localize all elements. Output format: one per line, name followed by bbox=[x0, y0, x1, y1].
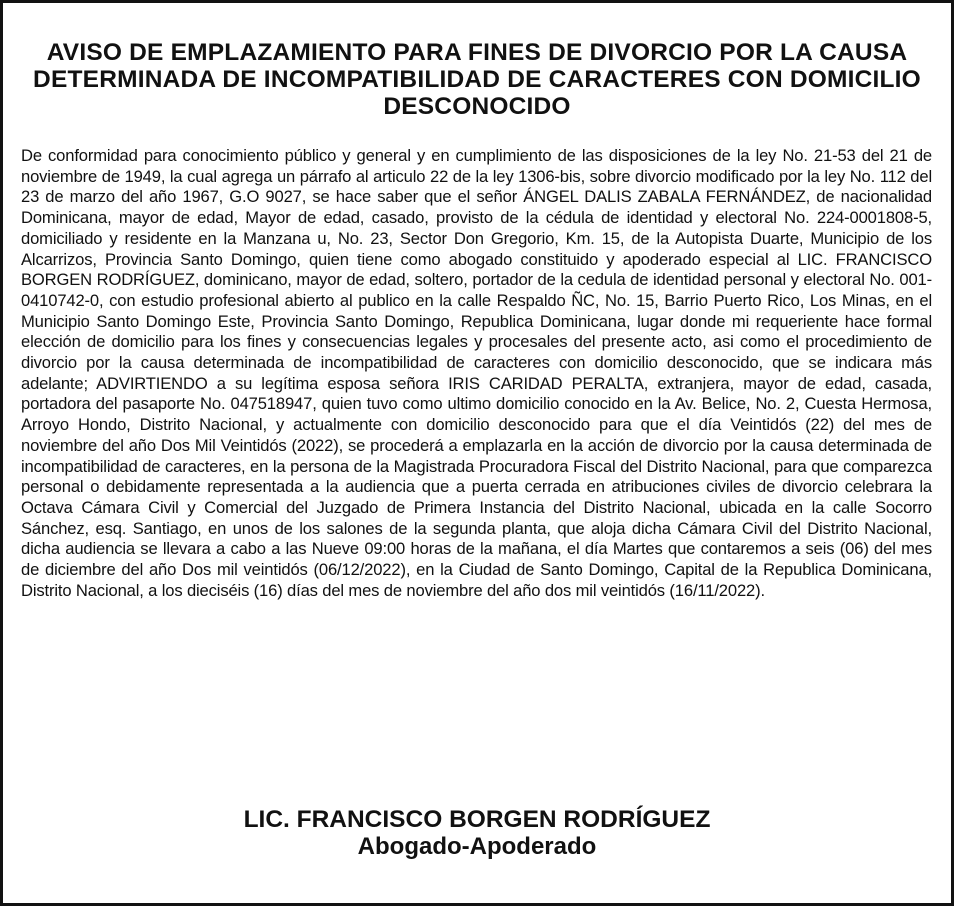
signature-block bbox=[3, 806, 951, 860]
notice-body: De conformidad para conocimiento público y general y en cumplimiento de las disposiciones de la ley No. 21-53 del 21 de noviembre de 1949, la cual agrega un párrafo al articulo 22 de la ley 1306-bis, sobre divorcio modificado por la ley No. 112 del 23 de marzo del año 1967, G.O 9027, se hace saber que el señor ÁNGEL DALIS ZABALA FERNÁNDEZ, de nacionalidad Dominicana, mayor de edad, Mayor de edad, casado, provisto de la cédula de identidad y electoral No. 224-0001808-5, domiciliado y residente en la Manzana u, No. 23, Sector Don Gregorio, Km. 15, de la Autopista Duarte, Municipio de los Alcarrizos, Provincia Santo Domingo, quien tiene como abogado constituido y apoderado especial al LIC. FRANCISCO BORGEN RODRÍGUEZ, dominicano, mayor de edad, soltero, portador de la cedula de identidad personal y electoral No. 001-0410742-0, con estudio profesional abierto al publico en la calle Respaldo ÑC, No. 15, Barrio Puerto Rico, Los Minas, en el Municipio Santo Domingo Este, Provincia Santo Domingo, Republica Dominicana, lugar donde mi requeriente hace formal elección de domicilio para los fines y consecuencias legales y procesales del presente acto, asi como el procedimiento de divorcio por la causa determinada de incompatibilidad de caracteres con domicilio desconocido, que se indicara más adelante; ADVIRTIENDO a su legítima esposa señora IRIS CARIDAD PERALTA, extranjera, mayor de edad, casada, portadora del pasaporte No. 047518947, quien tuvo como ultimo domicilio conocido en la Av. Belice, No. 2, Cuesta Hermosa, Arroyo Hondo, Distrito Nacional, y actualmente con domicilio desconocido para que el día Veintidós (22) del mes de noviembre del año Dos Mil Veintidós (2022), se procederá a emplazarla en la acción de divorcio por la causa determinada de incompatibilidad de caracteres, en la persona de la Magistrada Procuradora Fiscal del Distrito Nacional, para que comparezca personal o debidamente representada a la audiencia que a puerta cerrada en atribuciones civiles de divorcio celebrara la Octava Cámara Civil y Comercial del Juzgado de Primera Instancia del Distrito Nacional, ubicada en la calle Socorro Sánchez, esq. Santiago, en unos de los salones de la segunda planta, que aloja dicha Cámara Civil del Distrito Nacional, dicha audiencia se llevara a cabo a las Nueve 09:00 horas de la mañana, el día Martes que contaremos a seis (06) del mes de diciembre del año Dos mil veintidós (06/12/2022), en la Ciudad de Santo Domingo, Capital de la Republica Dominicana, Distrito Nacional, a los dieciséis (16) días del mes de noviembre del año dos mil veintidós (16/11/2022). bbox=[21, 146, 932, 600]
signature-role: Abogado-Apoderado bbox=[357, 833, 597, 860]
signature-name: LIC. FRANCISCO BORGEN RODRÍGUEZ bbox=[243, 806, 711, 833]
notice-title: AVISO DE EMPLAZAMIENTO PARA FINES DE DIVORCIO POR LA CAUSA DETERMINADA DE INCOMPATIBILIDAD DE CARACTERES CON DOMICILIO DESCONOCIDO bbox=[33, 39, 921, 120]
